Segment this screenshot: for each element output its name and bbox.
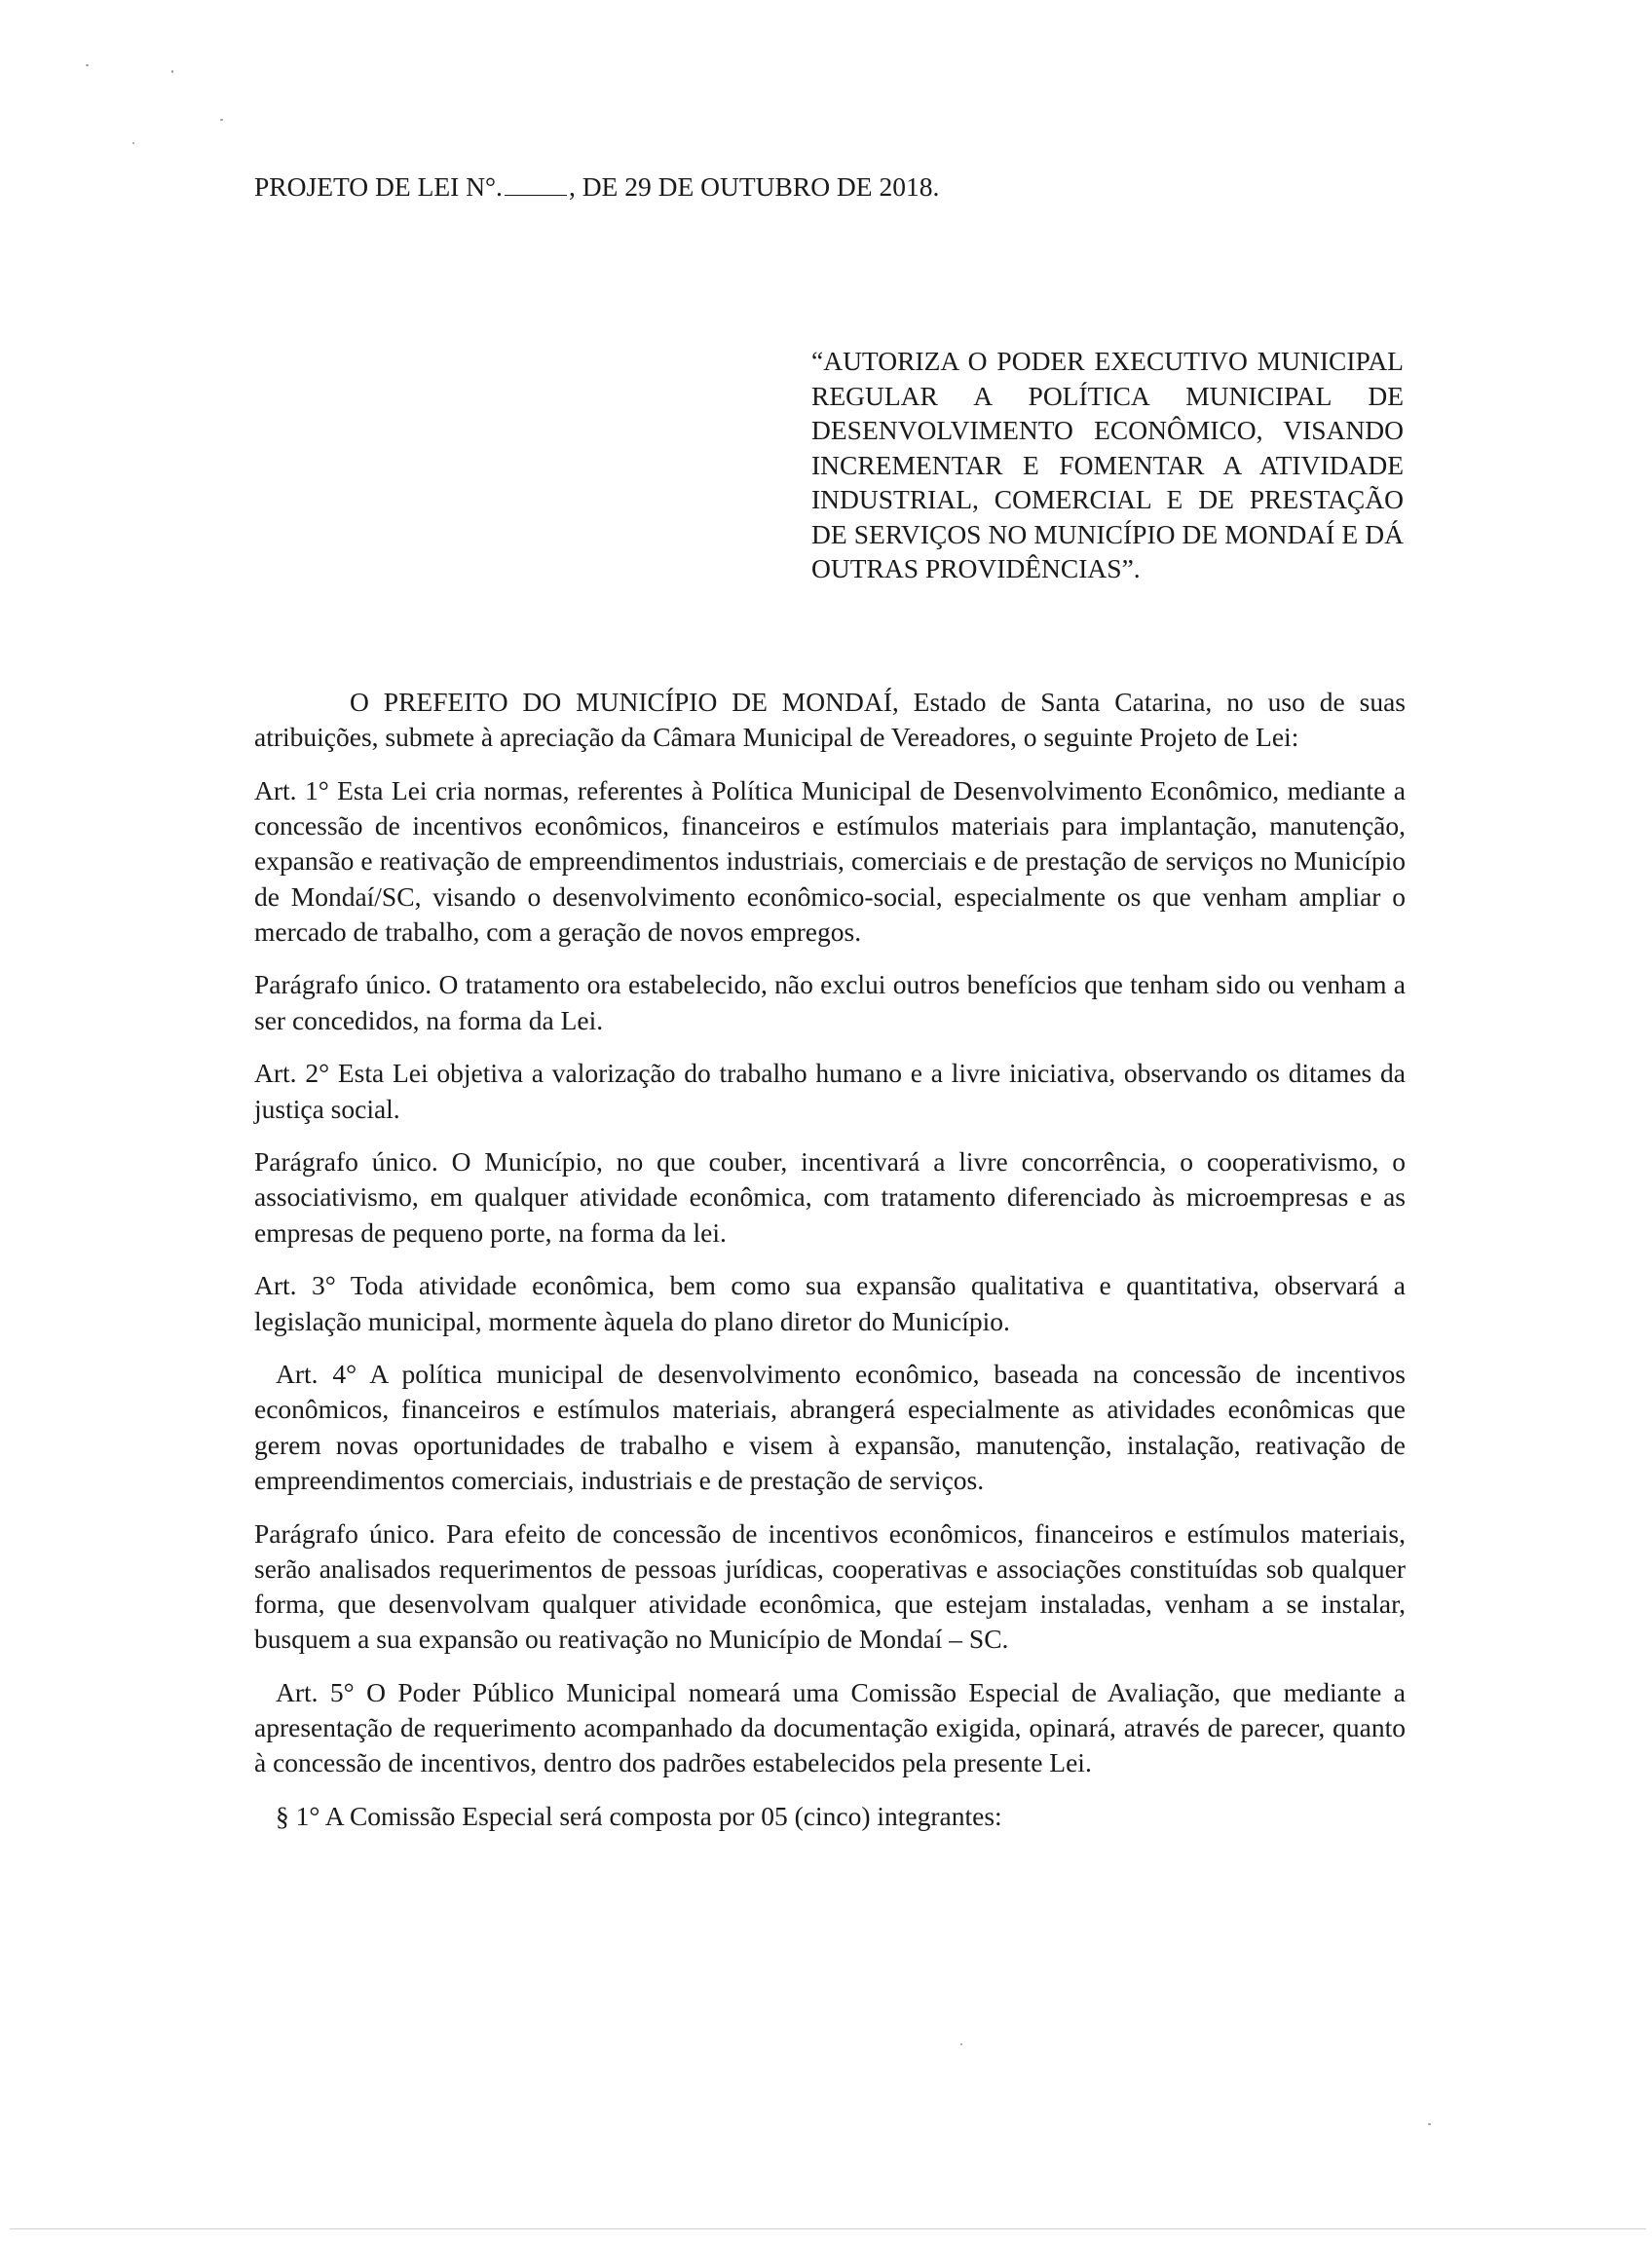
preamble: O PREFEITO DO MUNICÍPIO DE MONDAÍ, Estado de Santa Catarina, no uso de suas atribuições, submete à apreciação da Câmara Municipal de Vereadores, o seguinte Projeto de Lei: [254, 687, 1406, 753]
bill-title-prefix: PROJETO DE LEI N°. [254, 171, 503, 202]
bill-title [254, 168, 1423, 206]
article-5: Art. 5° O Poder Público Municipal nomeará uma Comissão Especial de Avaliação, que mediante a apresentação de requerimento acompanhado da documentação exigida, opinará, através de parecer, quanto à concessão de incentivos, dentro dos padrões estabelecidos pela presente Lei. [254, 1676, 1406, 1778]
bill-title-suffix: , DE 29 DE OUTUBRO DE 2018. [568, 171, 940, 202]
bill-body [254, 685, 1406, 1852]
article-5-paragraph-1: § 1° A Comissão Especial será composta por 05 (cinco) integrantes: [276, 1800, 1002, 1831]
scan-speck [1428, 2123, 1431, 2125]
scan-speck [171, 70, 173, 73]
bill-summary: “AUTORIZA O PODER EXECUTIVO MUNICIPAL REGULAR A POLÍTICA MUNICIPAL DE DESENVOLVIMENTO ECONÔMICO, VISANDO INCREMENTAR E FOMENTAR A ATIVIDADE INDUSTRIAL, COMERCIAL E DE PRESTAÇÃO DE SERVIÇOS NO MUNICÍPIO DE MONDAÍ E DÁ OUTRAS PROVIDÊNCIAS”. [811, 346, 1404, 583]
article-2-sole-paragraph: Parágrafo único. O Município, no que couber, incentivará a livre concorrência, o cooperativismo, o associativismo, em qualquer atividade econômica, com tratamento diferenciado às microempresas e as empresas de pequeno porte, na forma da lei. [254, 1146, 1406, 1248]
article-2: Art. 2° Esta Lei objetiva a valorização do trabalho humano e a livre iniciativa, observando os ditames da justiça social. [254, 1058, 1406, 1124]
article-4-sole-paragraph: Parágrafo único. Para efeito de concessão de incentivos econômicos, financeiros e estímulos materiais, serão analisados requerimentos de pessoas jurídicas, cooperativas e associações constituídas sob qualquer forma, que desenvolvam qualquer atividade econômica, que estejam instaladas, venham a se instalar, busquem a sua expansão ou reativação no Município de Mondaí – SC. [254, 1517, 1406, 1655]
scan-speck [132, 142, 134, 144]
page-edge-line [10, 2228, 1646, 2229]
scan-speck [220, 119, 223, 121]
article-3: Art. 3° Toda atividade econômica, bem como sua expansão qualitativa e quantitativa, observará a legislação municipal, mormente àquela do plano diretor do Município. [254, 1270, 1406, 1336]
article-1: Art. 1° Esta Lei cria normas, referentes à Política Municipal de Desenvolvimento Econômico, mediante a concessão de incentivos econômicos, financeiros e estímulos materiais para implantação, manutenção, expansão e reativação de empreendimentos industriais, comerciais e de prestação de serviços no Município de Mondaí/SC, visando o desenvolvimento econômico-social, especialmente os que venham ampliar o mercado de trabalho, com a geração de novos empregos. [254, 774, 1406, 947]
article-1-sole-paragraph: Parágrafo único. O tratamento ora estabelecido, não exclui outros benefícios que tenham sido ou venham a ser concedidos, na forma da Lei. [254, 969, 1406, 1035]
scan-speck [86, 64, 89, 66]
bill-number-blank [505, 173, 567, 196]
article-4: Art. 4° A política municipal de desenvolvimento econômico, baseada na concessão de incentivos econômicos, financeiros e estímulos materiais, abrangerá especialmente as atividades econômicas que gerem novas oportunidades de trabalho e visem à expansão, manutenção, instalação, reativação de empreendimentos comerciais, industriais e de prestação de serviços. [254, 1359, 1406, 1495]
scan-speck [960, 2043, 962, 2045]
